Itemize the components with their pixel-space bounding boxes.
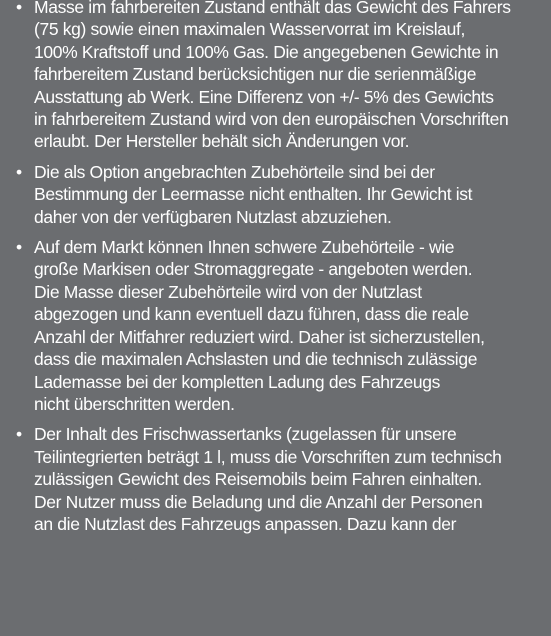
paragraph-line: Bestimmung der Leermasse nicht enthalten. Ihr Gewicht ist xyxy=(34,184,473,205)
list-item-heavy-accessories xyxy=(0,236,551,415)
bullet-glyph: • xyxy=(16,237,22,258)
paragraph-line: große Markisen oder Stromaggregate - angeboten werden. xyxy=(34,259,473,280)
paragraph-line: Der Nutzer muss die Beladung und die Anzahl der Personen xyxy=(34,491,483,512)
paragraph-line: nicht überschritten werden. xyxy=(34,393,235,414)
bullet-glyph: • xyxy=(16,0,22,17)
paragraph-line: erlaubt. Der Hersteller behält sich Änderungen vor. xyxy=(34,131,410,152)
paragraph-line: dass die maximalen Achslasten und die technisch zulässige xyxy=(34,349,478,370)
paragraph-line: fahrbereitem Zustand berücksichtigen nur die serienmäßige xyxy=(34,64,477,85)
paragraph-line: abgezogen und kann eventuell dazu führen, dass die reale xyxy=(34,304,469,325)
paragraph-line: Der Inhalt des Frischwassertanks (zugelassen für unsere xyxy=(34,424,457,445)
paragraph-line: Ausstattung ab Werk. Eine Differenz von +/- 5% des Gewichts xyxy=(34,86,494,107)
paragraph-line: Anzahl der Mitfahrer reduziert wird. Daher ist sicherzustellen, xyxy=(34,326,485,347)
paragraph-line: 100% Kraftstoff und 100% Gas. Die angegebenen Gewichte in xyxy=(34,41,499,62)
paragraph-line: Lademasse bei der kompletten Ladung des Fahrzeugs xyxy=(34,371,441,392)
list-item-fresh-water-tank xyxy=(0,423,551,535)
bullet-glyph: • xyxy=(16,161,22,182)
paragraph-line: in fahrbereitem Zustand wird von den europäischen Vorschriften xyxy=(34,109,509,130)
paragraph-line: an die Nutzlast des Fahrzeugs anpassen. Dazu kann der xyxy=(34,513,457,534)
paragraph-line: Auf dem Markt können Ihnen schwere Zubehörteile - wie xyxy=(34,237,455,258)
paragraph-line: Die als Option angebrachten Zubehörteile sind bei der xyxy=(34,161,435,182)
list-item-optional-accessories xyxy=(0,161,551,228)
list-item-kerb-weight xyxy=(0,0,551,153)
paragraph-line: zulässigen Gewicht des Reisemobils beim Fahren einhalten. xyxy=(34,469,482,490)
paragraph-line: daher von der verfügbaren Nutzlast abzuziehen. xyxy=(34,206,392,227)
paragraph-line: Teilintegrierten beträgt 1 l, muss die Vorschriften zum technisch xyxy=(34,446,502,467)
paragraph-line: (75 kg) sowie einen maximalen Wasservorrat im Kreislauf, xyxy=(34,19,466,40)
bullet-glyph: • xyxy=(16,424,22,445)
paragraph-line: Die Masse dieser Zubehörteile wird von der Nutzlast xyxy=(34,281,422,302)
paragraph-line: Masse im fahrbereiten Zustand enthält das Gewicht des Fahrers xyxy=(34,0,511,17)
